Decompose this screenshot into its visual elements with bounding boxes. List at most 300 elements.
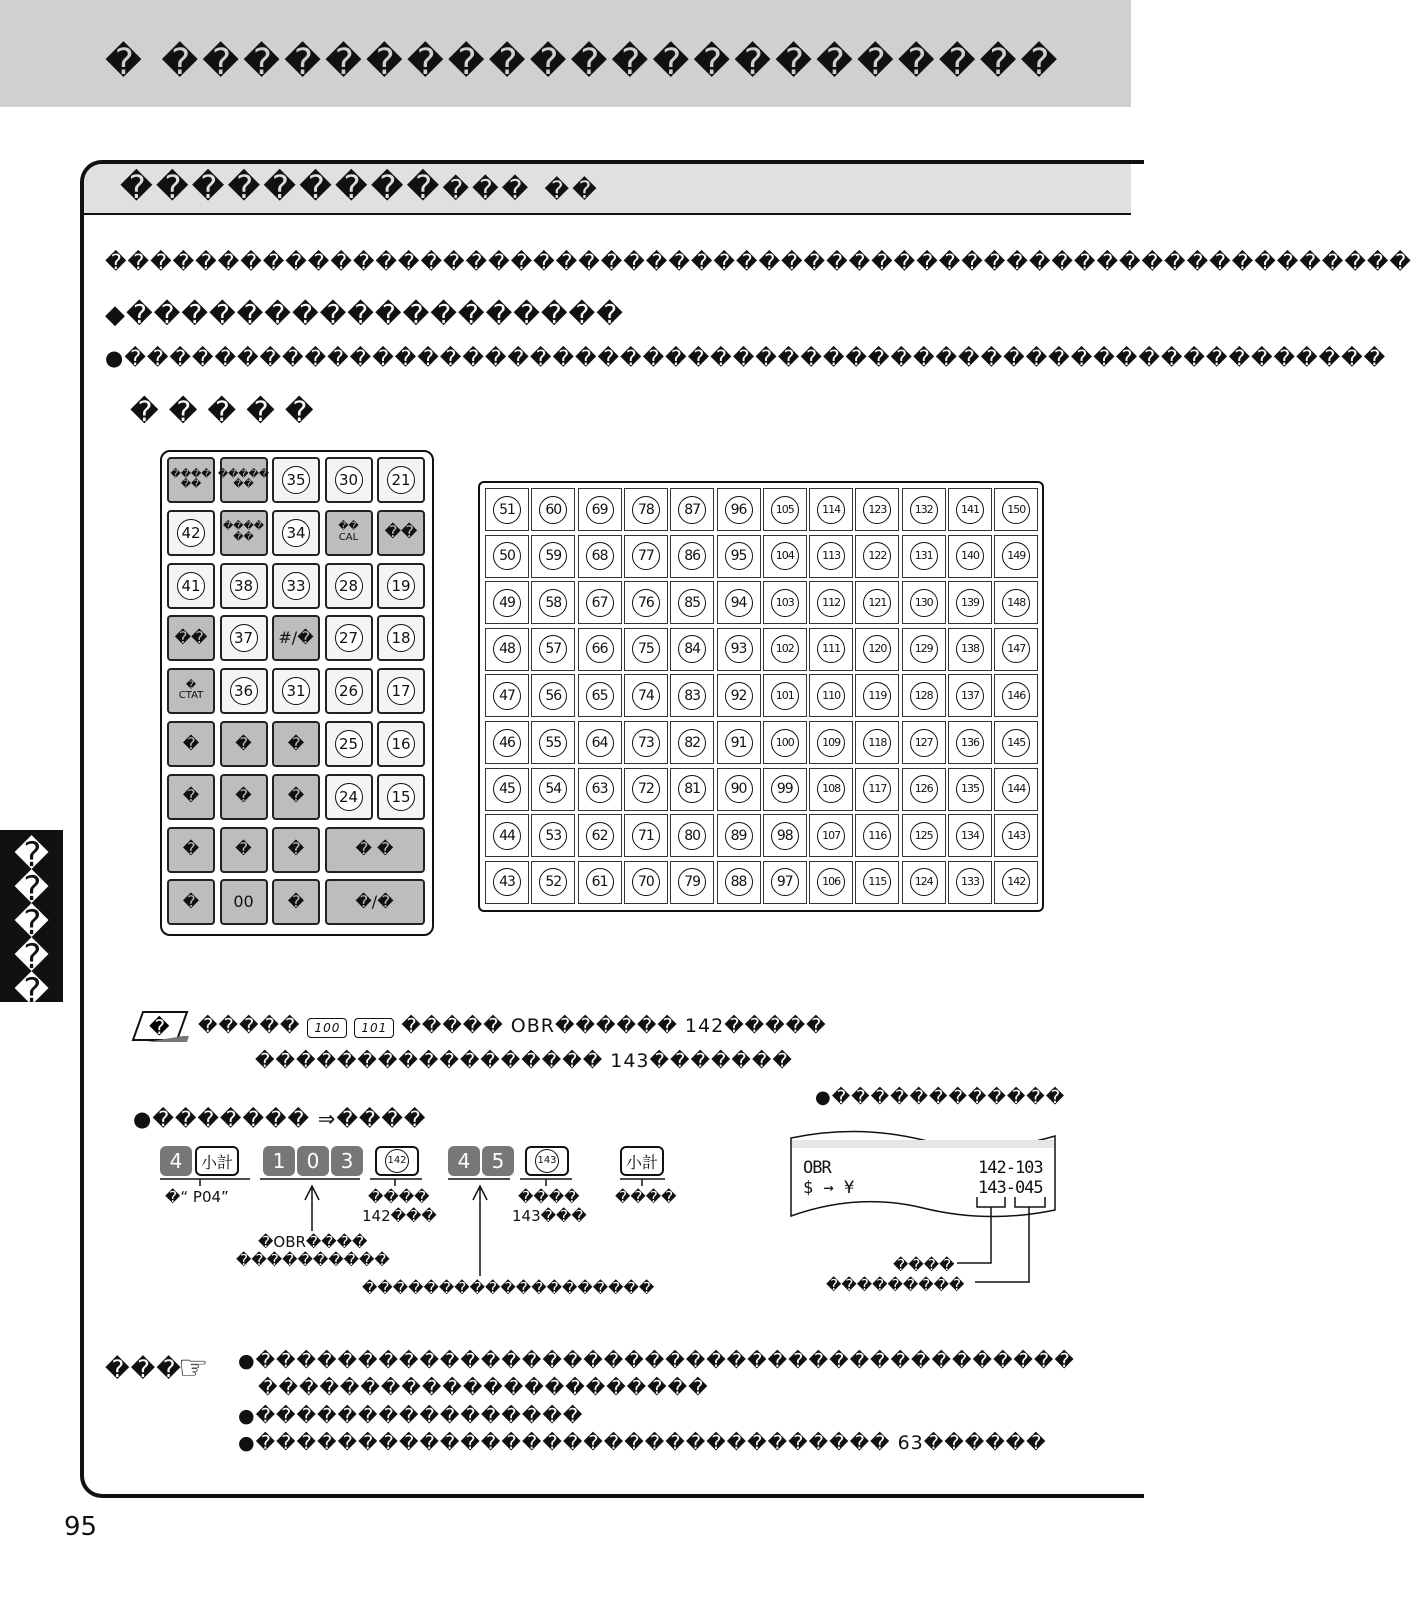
keyboard-key [377,510,425,556]
grid-cell-number: 119 [863,682,891,710]
memo-bullet-1a: ●���������������������������������������� [238,1350,1075,1372]
grid-cell-number: 67 [586,589,614,617]
grid-cell [994,535,1038,578]
grid-cell-number: 120 [863,635,891,663]
key-4: 4 [160,1146,192,1176]
grid-cell-number: 135 [956,775,984,803]
key-number: 15 [387,783,415,811]
key-number: 27 [335,624,363,652]
caption-142-a: ���� [368,1188,430,1206]
keyboard-layout [160,450,434,936]
grid-cell-number: 56 [539,682,567,710]
grid-cell [855,814,899,857]
keyboard-key [220,668,268,714]
caption-143-b: 143��� [512,1207,587,1225]
keyboard-key [377,563,425,609]
key-number: 35 [282,466,310,494]
grid-cell [809,814,853,857]
key-number: 41 [177,572,205,600]
note-text-a: ����� [198,1015,308,1037]
keyboard-key [217,457,270,503]
key-number: 21 [387,466,415,494]
grid-cell-number: 132 [910,496,938,524]
key-label: �� [174,627,208,647]
keyboard-key [220,879,268,925]
key-5: 5 [482,1146,514,1176]
keyboard-key [272,774,320,820]
grid-cell-number: 60 [539,496,567,524]
grid-cell [994,674,1038,717]
keyboard-key [377,774,425,820]
keyboard-key [167,615,215,661]
keyboard-key [167,457,215,503]
memo-bullet-3: ●������������������������������� 63������ [238,1432,1047,1454]
key-number: 19 [387,572,415,600]
keyboard-key [220,615,268,661]
grid-cell [485,721,529,764]
grid-cell [809,488,853,531]
grid-cell [902,628,946,671]
grid-cell-number: 78 [632,496,660,524]
key-number: 26 [335,677,363,705]
grid-cell [855,581,899,624]
grid-cell-number: 126 [910,775,938,803]
keyboard-key [167,510,215,556]
key-number: 37 [230,624,258,652]
grid-cell [948,768,992,811]
key-number-grid [478,481,1044,912]
keyboard-key [272,879,320,925]
note-line-1 [198,1015,827,1038]
grid-cell-number: 124 [910,868,938,896]
key-number: 38 [230,572,258,600]
key-143 [525,1146,569,1176]
note-text-b: ����� OBR������ 142����� [394,1015,827,1037]
receipt-line2-left: $ → ¥ [803,1178,855,1198]
page-title: � ���������������������� [105,42,1062,83]
grid-cell-number: 93 [725,635,753,663]
grid-cell [948,861,992,904]
key-label: �� [384,522,418,542]
grid-cell-number: 49 [493,589,521,617]
key-number: 18 [387,624,415,652]
grid-cell [994,861,1038,904]
grid-cell [578,674,622,717]
grid-cell-number: 125 [910,822,938,850]
grid-cell [624,861,668,904]
section-title-suffix: ��� [442,175,532,205]
side-tab [0,830,63,1011]
grid-cell-number: 115 [863,868,891,896]
grid-cell-number: 81 [678,775,706,803]
grid-cell [855,861,899,904]
grid-cell [578,628,622,671]
grid-cell [717,674,761,717]
grid-cell [902,768,946,811]
key-143-label: 143 [535,1149,559,1173]
grid-cell [994,581,1038,624]
grid-cell-number: 148 [1002,589,1030,617]
grid-cell [578,535,622,578]
keyboard-key [325,721,373,767]
side-tab-char: � [14,869,49,909]
grid-cell-number: 83 [678,682,706,710]
keyboard-key [272,668,320,714]
grid-cell [670,488,714,531]
keyboard-key [220,563,268,609]
grid-cell-number: 110 [817,682,845,710]
grid-cell [994,814,1038,857]
grid-cell [717,721,761,764]
svg-text:�: � [149,1015,170,1039]
keyboard-key [167,879,215,925]
key-label: �� CAL [338,521,359,543]
grid-cell [531,581,575,624]
grid-cell-number: 87 [678,496,706,524]
grid-cell-number: 52 [539,868,567,896]
key-number: 33 [282,572,310,600]
key-label: � [235,733,252,753]
grid-cell [578,581,622,624]
caption-mode: �“ P04” [165,1188,229,1206]
grid-cell-number: 68 [586,542,614,570]
keyboard-key [272,615,320,661]
grid-cell-number: 74 [632,682,660,710]
grid-cell [531,488,575,531]
grid-cell-number: 95 [725,542,753,570]
pointing-hand-icon: ☞ [178,1348,209,1388]
grid-cell [717,814,761,857]
grid-cell-number: 129 [910,635,938,663]
grid-cell [809,674,853,717]
receipt-line1-right: 142-103 [978,1158,1043,1178]
grid-cell-number: 71 [632,822,660,850]
grid-cell [855,674,899,717]
grid-cell [485,628,529,671]
grid-cell [531,721,575,764]
grid-cell-number: 118 [863,729,891,757]
grid-cell-number: 90 [725,775,753,803]
grid-cell [485,814,529,857]
grid-cell-number: 86 [678,542,706,570]
caption-142-b: 142��� [362,1207,437,1225]
section-title-main: ��������� [120,168,443,206]
grid-cell [948,581,992,624]
grid-cell-number: 63 [586,775,614,803]
grid-cell [670,674,714,717]
grid-cell [948,628,992,671]
grid-cell-number: 54 [539,775,567,803]
keyboard-key [325,457,373,503]
grid-cell-number: 104 [771,542,799,570]
grid-cell-number: 114 [817,496,845,524]
grid-cell-number: 58 [539,589,567,617]
grid-cell [670,814,714,857]
key-label: ���� �� [222,521,264,543]
grid-cell-number: 103 [771,589,799,617]
grid-cell [763,628,807,671]
key-subtotal-2: 小計 [620,1146,664,1176]
grid-cell-number: 96 [725,496,753,524]
grid-cell [624,488,668,531]
grid-cell [994,488,1038,531]
grid-cell-number: 137 [956,682,984,710]
grid-cell-number: 142 [1002,868,1030,896]
grid-cell-number: 46 [493,729,521,757]
grid-cell-number: 128 [910,682,938,710]
grid-cell [531,535,575,578]
receipt-line2-right: 143-045 [978,1178,1043,1198]
grid-cell-number: 140 [956,542,984,570]
key-subtotal: 小計 [195,1146,239,1176]
grid-cell-number: 73 [632,729,660,757]
grid-cell-number: 100 [771,729,799,757]
grid-cell-number: 55 [539,729,567,757]
grid-cell-number: 66 [586,635,614,663]
key-number: 25 [335,730,363,758]
grid-cell-number: 75 [632,635,660,663]
grid-cell [717,581,761,624]
keyboard-key [220,510,268,556]
receipt-label: ●������������ [815,1087,1066,1108]
grid-cell-number: 123 [863,496,891,524]
grid-cell-number: 62 [586,822,614,850]
grid-cell-number: 130 [910,589,938,617]
grid-cell-number: 53 [539,822,567,850]
grid-cell [902,674,946,717]
intro-text: ���������������������������������������������������������� [105,250,1412,274]
key-number: 36 [230,677,258,705]
note-pencil-icon [133,1010,189,1042]
grid-cell [717,861,761,904]
key-142-label: 142 [385,1149,409,1173]
key-label: � CTAT [178,679,204,702]
keyboard-key [220,827,268,873]
grid-cell-number: 94 [725,589,753,617]
grid-cell [855,721,899,764]
key-142 [375,1146,419,1176]
grid-cell-number: 89 [725,822,753,850]
section-title-tail: �� [544,176,600,204]
grid-cell-number: 48 [493,635,521,663]
layout-heading: ����� [130,395,324,428]
grid-cell [717,535,761,578]
grid-cell [948,488,992,531]
grid-cell [624,768,668,811]
grid-cell [763,488,807,531]
grid-cell [763,861,807,904]
grid-cell [531,768,575,811]
grid-cell-number: 138 [956,635,984,663]
grid-cell-number: 133 [956,868,984,896]
grid-cell-number: 92 [725,682,753,710]
key-label: � [287,786,305,806]
key-label: � [287,839,305,859]
grid-cell [902,861,946,904]
grid-cell-number: 47 [493,682,521,710]
keyboard-key [272,827,320,873]
grid-cell-number: 106 [817,868,845,896]
grid-cell-number: 43 [493,868,521,896]
grid-cell-number: 144 [1002,775,1030,803]
grid-cell-number: 88 [725,868,753,896]
keyboard-key [272,457,320,503]
grid-cell [948,535,992,578]
grid-cell-number: 70 [632,868,660,896]
grid-cell [902,535,946,578]
receipt-note-2: ��������� [826,1276,965,1294]
caption-subtotal: ���� [615,1188,677,1206]
grid-cell [624,535,668,578]
grid-cell [809,721,853,764]
grid-cell-number: 82 [678,729,706,757]
grid-cell [763,581,807,624]
receipt-line1-left: OBR [803,1158,831,1178]
grid-cell-number: 50 [493,542,521,570]
grid-cell-number: 108 [817,775,845,803]
keyboard-key [325,879,425,925]
key-label: � [182,733,200,753]
grid-cell-number: 146 [1002,682,1030,710]
grid-cell [531,674,575,717]
grid-cell-number: 79 [678,868,706,896]
key-3: 3 [331,1146,363,1176]
key-number: 31 [282,677,310,705]
grid-cell [902,488,946,531]
memo-label: ��� [105,1355,182,1383]
grid-cell-number: 51 [493,496,521,524]
grid-cell [763,768,807,811]
grid-cell [578,814,622,857]
key-label: #/� [278,627,314,647]
key-label: � � [355,839,394,859]
grid-cell [809,535,853,578]
grid-cell [485,581,529,624]
grid-cell [485,861,529,904]
grid-cell-number: 84 [678,635,706,663]
grid-cell [717,628,761,671]
key-number: 24 [335,783,363,811]
caption-143-a: ���� [518,1188,580,1206]
grid-cell-number: 150 [1002,496,1030,524]
grid-cell [994,768,1038,811]
grid-cell-number: 141 [956,496,984,524]
key-100: 100 [307,1018,347,1038]
page-number: 95 [64,1512,98,1542]
grid-cell [855,535,899,578]
grid-cell [948,721,992,764]
grid-cell [670,721,714,764]
grid-cell [809,628,853,671]
grid-cell [763,535,807,578]
grid-cell [717,768,761,811]
grid-cell-number: 101 [771,682,799,710]
keyboard-key [325,510,373,556]
grid-cell-number: 102 [771,635,799,663]
keyboard-key [377,457,425,503]
grid-cell-number: 91 [725,729,753,757]
grid-cell [624,814,668,857]
grid-cell-number: 80 [678,822,706,850]
keyboard-key [167,827,215,873]
grid-cell [948,814,992,857]
grid-cell [763,721,807,764]
grid-cell [855,488,899,531]
key-number: 28 [335,572,363,600]
grid-cell [624,721,668,764]
key-number: 16 [387,730,415,758]
grid-cell [578,488,622,531]
grid-cell-number: 76 [632,589,660,617]
note-line-2: ����������������� 143������� [255,1050,793,1072]
grid-cell [994,628,1038,671]
key-label: � [287,891,305,911]
keyboard-key [167,668,215,714]
grid-cell [624,581,668,624]
keyboard-key [167,563,215,609]
key-label: � [235,786,252,806]
side-tab-char: � [14,835,49,875]
keyboard-key [220,721,268,767]
grid-cell [578,721,622,764]
key-label: � [235,839,252,859]
grid-cell-number: 116 [863,822,891,850]
grid-cell-number: 97 [771,868,799,896]
grid-cell-number: 109 [817,729,845,757]
grid-cell-number: 112 [817,589,845,617]
grid-cell-number: 72 [632,775,660,803]
grid-cell [485,674,529,717]
grid-cell-number: 145 [1002,729,1030,757]
keyboard-key [272,510,320,556]
grid-cell-number: 113 [817,542,845,570]
grid-cell [902,581,946,624]
grid-cell-number: 77 [632,542,660,570]
grid-cell-number: 64 [586,729,614,757]
grid-cell-number: 107 [817,822,845,850]
grid-cell [624,674,668,717]
grid-cell-number: 99 [771,775,799,803]
receipt-note-1: ���� [893,1256,955,1274]
arrow-caption-1b: ���������� [236,1251,390,1269]
key-number: 34 [282,519,310,547]
grid-cell [624,628,668,671]
memo-bullet-2: ●���������������� [238,1405,584,1427]
keyboard-key [325,615,373,661]
grid-cell-number: 117 [863,775,891,803]
grid-cell [902,814,946,857]
grid-cell-number: 143 [1002,822,1030,850]
key-label: ����� �� [217,468,270,490]
keyboard-key [220,774,268,820]
keyboard-key [272,721,320,767]
grid-cell-number: 139 [956,589,984,617]
grid-cell-number: 59 [539,542,567,570]
keyboard-key [377,668,425,714]
grid-cell-number: 147 [1002,635,1030,663]
grid-cell [763,674,807,717]
grid-cell [485,535,529,578]
key-label: � [182,891,200,911]
grid-cell [578,768,622,811]
memo-bullet-1b: ���������������������� [258,1377,709,1399]
key-number: 17 [387,677,415,705]
grid-cell [948,674,992,717]
grid-cell [717,488,761,531]
grid-cell [578,861,622,904]
grid-cell [670,861,714,904]
grid-cell-number: 122 [863,542,891,570]
